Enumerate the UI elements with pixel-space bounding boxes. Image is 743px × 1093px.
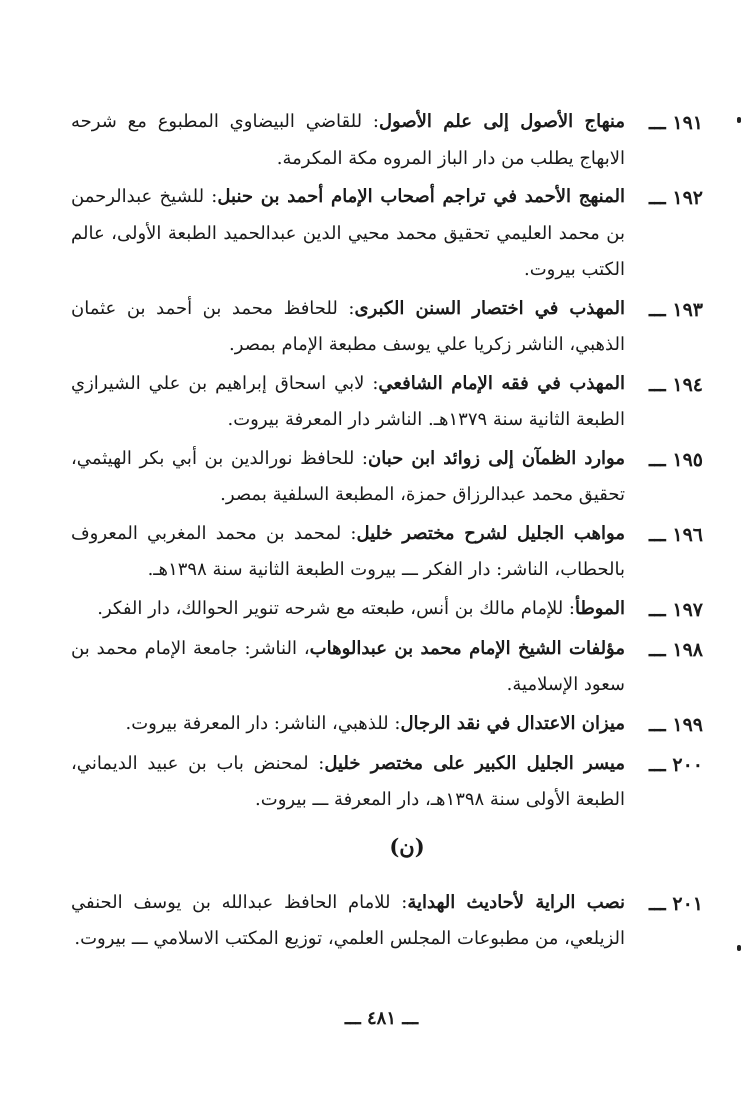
entry-number: ١٩٧ ـــ: [649, 598, 703, 621]
entry-details: : للإمام مالك بن أنس، طبعته مع شرحه تنوير الحوالك، دار الفكر.: [97, 597, 575, 619]
bibliography-entry: [71, 885, 703, 958]
entry-details: : للذهبي، الناشر: دار المعرفة بيروت.: [125, 712, 401, 734]
entry-title: المنهج الأحمد في تراجم أصحاب الإمام أحمد بن حنبل: [217, 186, 625, 207]
entry-title: موارد الظمآن إلى زوائد ابن حبان: [367, 447, 625, 469]
entry-details: : لابي اسحاق إبراهيم بن علي الشيرازي الطبعة الثانية سنة ١٣٧٩هـ. الناشر دار المعرفة بيروت.: [71, 372, 625, 430]
entry-details: ، الناشر: جامعة الإمام محمد بن سعود الإسلامية.: [71, 637, 625, 695]
bibliography-entry: [71, 631, 703, 704]
entry-details: : للقاضي البيضاوي المطبوع مع شرحه الابهاج يطلب من دار الباز المروه مكة المكرمة.: [71, 111, 625, 169]
bibliography-entry: [71, 746, 703, 819]
bibliography-group-noon: [71, 885, 703, 958]
bibliography-entry: [71, 291, 703, 364]
entry-title: منهاج الأصول إلى علم الأصول: [378, 111, 626, 132]
entry-body: [71, 591, 625, 629]
bibliography-entry: [71, 179, 703, 289]
entry-number: ٢٠٠ ـــ: [649, 753, 703, 776]
bibliography-group-meem: [71, 104, 703, 819]
entry-title: نصب الراية لأحاديث الهداية: [407, 891, 625, 913]
entry-details: : للشيخ عبدالرحمن بن محمد العليمي تحقيق محمد محيي الدين عبدالحميد الطبعة الأولى، عالم الكتب بيروت.: [71, 186, 625, 280]
scan-edge-mark-top: [737, 117, 741, 123]
entry-details: : للحافظ محمد بن أحمد بن عثمان الذهبي، الناشر زكريا علي يوسف مطبعة الإمام بمصر.: [71, 297, 625, 355]
entry-number: ١٩٤ ـــ: [649, 373, 703, 396]
bibliography-entry: [71, 441, 703, 514]
entry-title: ميزان الاعتدال في نقد الرجال: [400, 712, 625, 734]
entry-body: [71, 441, 625, 514]
entry-body: [71, 706, 625, 744]
bibliography-entry: [71, 366, 703, 439]
entry-number: ١٩١ ـــ: [649, 112, 703, 134]
bibliography-entry: [71, 516, 703, 589]
entry-title: الموطأ: [574, 597, 625, 619]
entry-title: المهذب في اختصار السنن الكبرى: [354, 297, 626, 319]
entry-body: [71, 104, 625, 177]
entry-number: ١٩٦ ـــ: [649, 523, 703, 546]
entry-details: : لمحنض باب بن عبيد الديماني، الطبعة الأولى سنة ١٣٩٨هـ، دار المعرفة ـــ بيروت.: [71, 752, 625, 810]
entry-body: [71, 291, 625, 364]
bibliography-list: [71, 104, 703, 960]
entry-number: ١٩٩ ـــ: [649, 713, 703, 736]
section-header-noon: (ن): [389, 833, 425, 859]
entry-details: : للامام الحافظ عبدالله بن يوسف الحنفي الزيلعي، من مطبوعات المجلس العلمي، توزيع المكتب الاسلامي ـــ بيروت.: [71, 891, 625, 949]
bibliography-entry: [71, 706, 703, 744]
entry-title: مؤلفات الشيخ الإمام محمد بن عبدالوهاب: [309, 637, 625, 659]
entry-body: [71, 366, 625, 439]
entry-number: ١٩٢ ـــ: [649, 187, 703, 209]
entry-details: : لمحمد بن محمد المغربي المعروف بالحطاب، الناشر: دار الفكر ـــ بيروت الطبعة الثانية سنة ١٣٩٨هـ.: [71, 522, 625, 580]
scan-edge-mark-bottom: [737, 945, 741, 951]
page-number: ـــ ٤٨١ ـــ: [344, 1008, 419, 1029]
entry-title: ميسر الجليل الكبير على مختصر خليل: [324, 752, 626, 774]
entry-number: ١٩٥ ـــ: [649, 448, 703, 471]
entry-title: المهذب في فقه الإمام الشافعي: [378, 372, 625, 394]
entry-body: [71, 179, 625, 289]
entry-body: [71, 631, 625, 704]
entry-number: ١٩٨ ـــ: [649, 638, 703, 661]
bibliography-entry: [71, 104, 703, 177]
entry-body: [71, 885, 625, 958]
entry-details: : للحافظ نورالدين بن أبي بكر الهيثمي، تحقيق محمد عبدالرزاق حمزة، المطبعة السلفية بمصر.: [71, 447, 625, 505]
bibliography-entry: [71, 591, 703, 629]
entry-number: ١٩٣ ـــ: [649, 298, 703, 321]
entry-number: ٢٠١ ـــ: [649, 892, 703, 915]
entry-body: [71, 746, 625, 819]
entry-body: [71, 516, 625, 589]
entry-title: مواهب الجليل لشرح مختصر خليل: [356, 522, 625, 544]
